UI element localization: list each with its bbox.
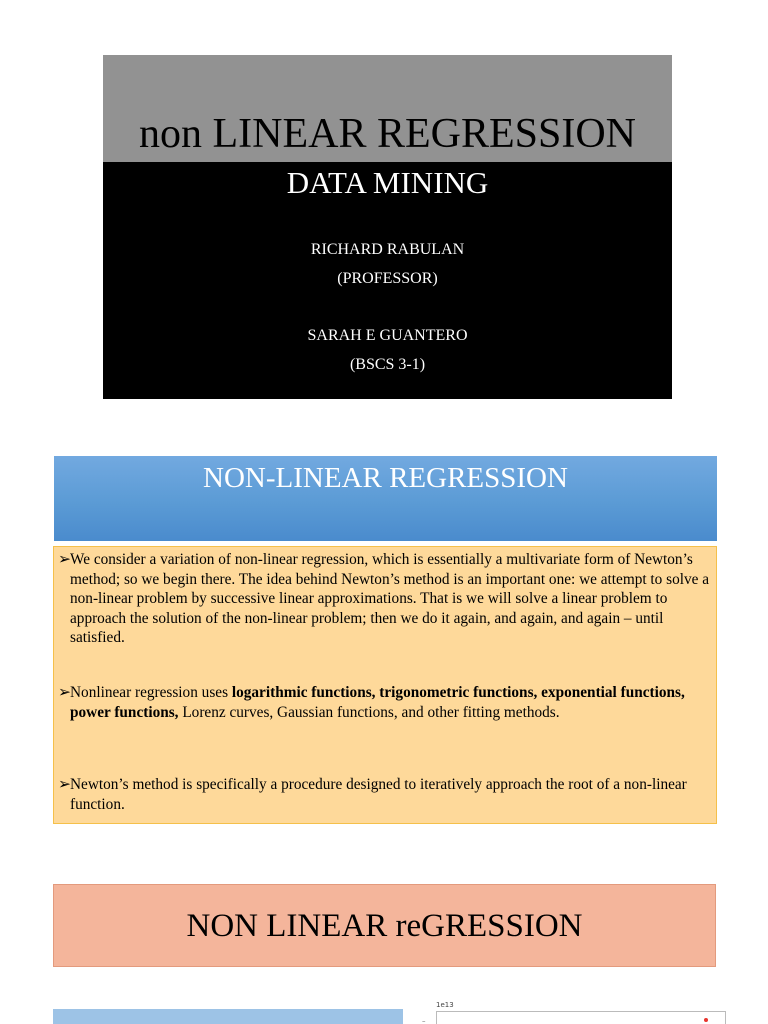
next-slide-box (53, 1009, 403, 1024)
slide-subtitle: DATA MINING (286, 165, 489, 200)
definition-slide-body (53, 546, 717, 824)
bullet-arrow-icon: ➢ (58, 776, 71, 793)
bullet-newton-root (58, 775, 716, 814)
plot-data-point (704, 1018, 708, 1022)
bullet-text-prefix: Nonlinear regression uses (70, 684, 232, 701)
scatter-plot-thumbnail (414, 1000, 730, 1024)
bullet-newton-method (58, 550, 716, 648)
bullet-arrow-icon: ➢ (58, 684, 71, 701)
definition-slide-header (54, 456, 717, 541)
section-slide-title: NON LINEAR reGRESSION (186, 908, 583, 944)
slide-title: non LINEAR REGRESSION (138, 111, 636, 157)
plot-exponent-label: 1e13 (436, 1001, 454, 1009)
student-name: SARAH E GUANTERO (307, 327, 468, 344)
bullet-fitting-functions (58, 683, 716, 722)
plot-frame (436, 1011, 726, 1024)
title-slide (103, 55, 672, 399)
professor-name: RICHARD RABULAN (310, 241, 465, 258)
bullet-text-suffix: Lorenz curves, Gaussian functions, and other fitting methods. (178, 703, 560, 721)
bullet-text: We consider a variation of non-linear regression, which is essentially a multivariate form of Newton’s method; so we begin there. The idea behind Newton’s method is an important one: we attempt to solve a non-linear problem by successive linear approximations. That is we will solve a linear problem to approach the solution of the non-linear problem; then we do it again, and again, and again – until satisfied. (70, 551, 710, 646)
student-section: (BSCS 3-1) (349, 356, 426, 373)
definition-slide-title: NON-LINEAR REGRESSION (203, 462, 568, 494)
bullet-arrow-icon: ➢ (58, 551, 71, 568)
bullet-text-bold: logarithmic functions, trigonometric functions, exponential functions, power functions, (70, 684, 685, 721)
plot-tick-mark: – (422, 1017, 426, 1024)
bullet-text: Newton’s method is specifically a procedure designed to iteratively approach the root of a non-linear function. (70, 776, 687, 813)
section-slide-header (53, 884, 716, 967)
professor-role: (PROFESSOR) (337, 270, 438, 287)
